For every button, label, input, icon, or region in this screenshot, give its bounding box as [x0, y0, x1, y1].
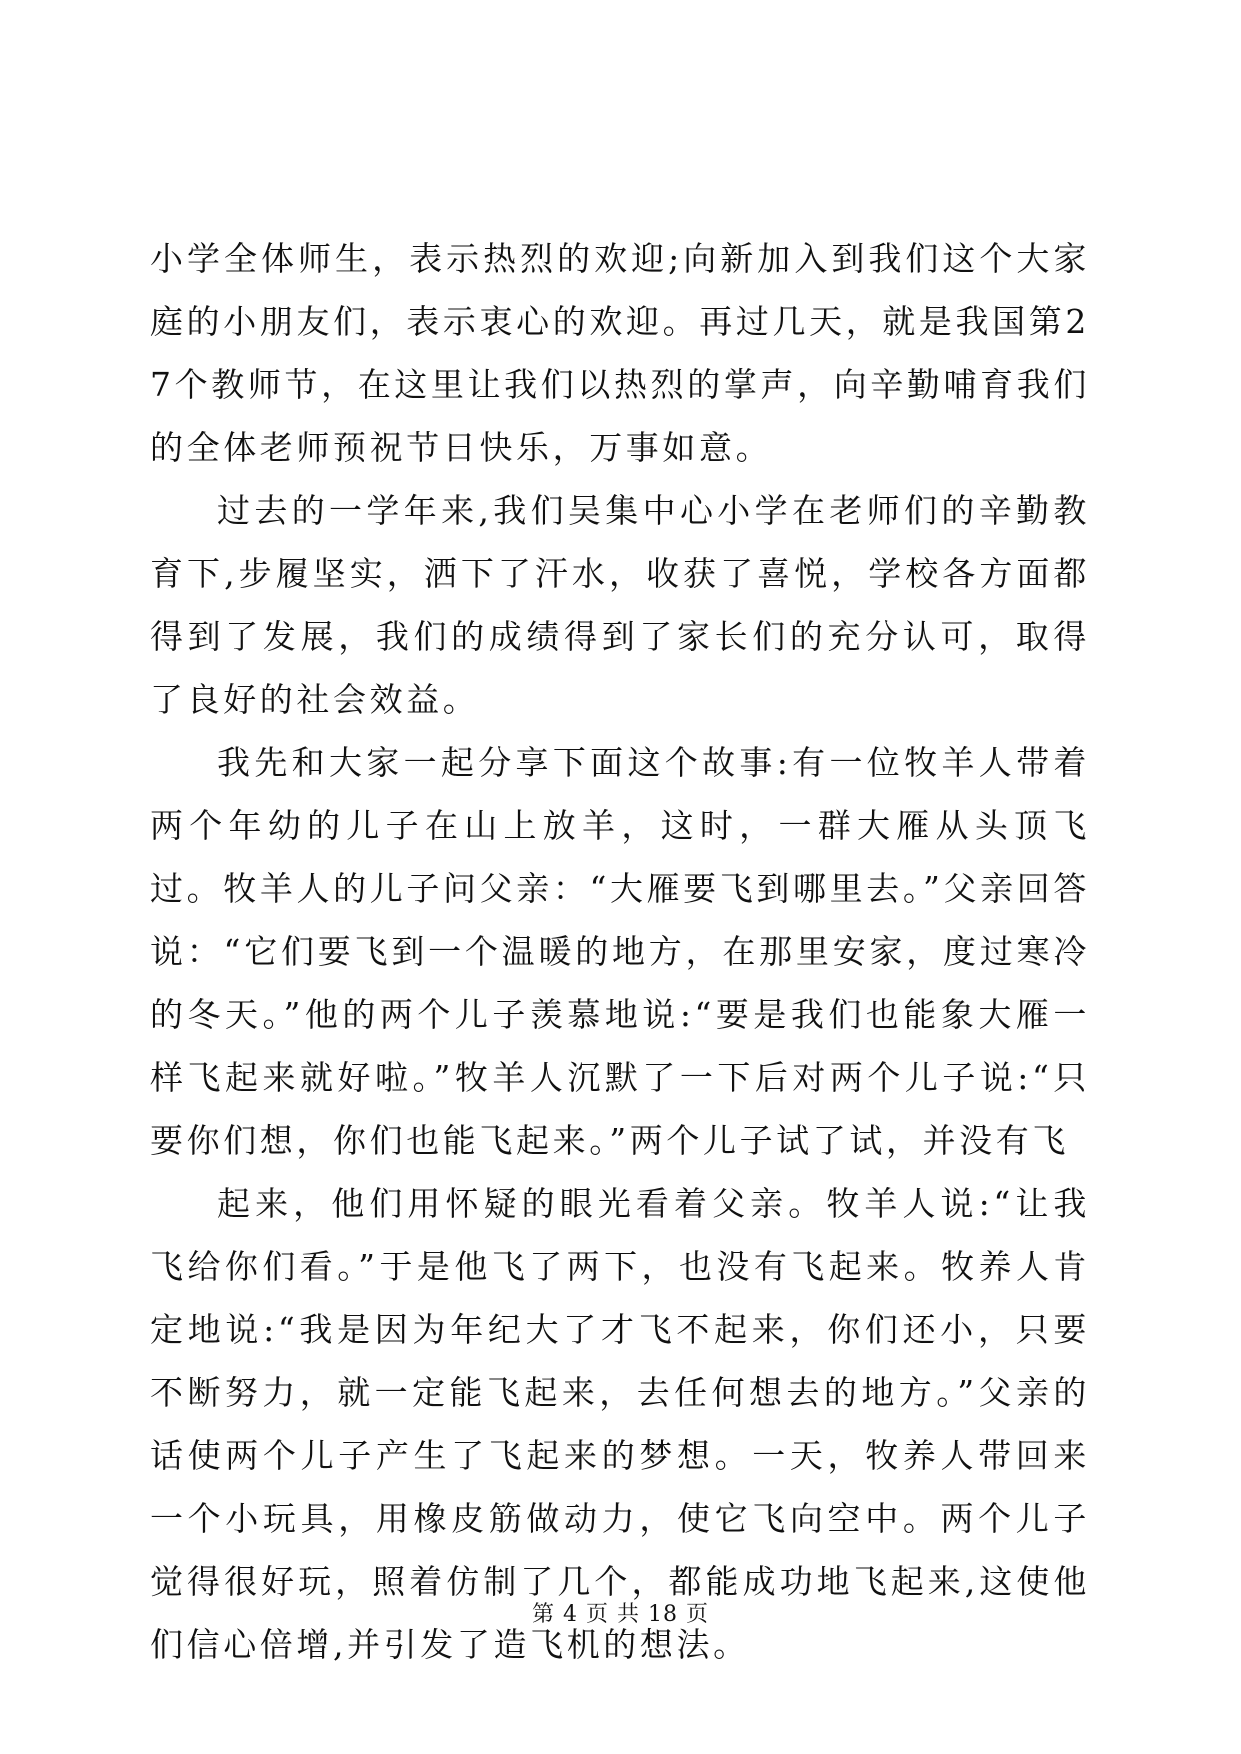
- page-footer: 第 4 页 共 18 页: [532, 1602, 709, 1627]
- paragraph-1: 小学全体师生，表示热烈的欢迎;向新加入到我们这个大家庭的小朋友们，表示衷心的欢迎。再过几天，就是我国第27个教师节，在这里让我们以热烈的掌声，向辛勤哺育我们的全体老师预祝节日快乐，万事如意。: [150, 239, 1090, 467]
- paragraph-2: 过去的一学年来,我们吴集中心小学在老师们的辛勤教育下,步履坚实，洒下了汗水，收获了喜悦，学校各方面都得到了发展，我们的成绩得到了家长们的充分认可，取得了良好的社会效益。: [150, 491, 1090, 719]
- body-text: [150, 227, 1090, 1676]
- paragraph-4: 起来，他们用怀疑的眼光看着父亲。牧羊人说:“让我飞给你们看。”于是他飞了两下，也没有飞起来。牧养人肯定地说:“我是因为年纪大了才飞不起来，你们还小，只要不断努力，就一定能飞起来，去任何想去的地方。”父亲的话使两个儿子产生了飞起来的梦想。一天，牧养人带回来一个小玩具，用橡皮筋做动力，使它飞向空中。两个儿子觉得很好玩，照着仿制了几个，都能成功地飞起来,这使他们信心倍增,并引发了造飞机的想法。: [150, 1184, 1090, 1664]
- paragraph-3: 我先和大家一起分享下面这个故事:有一位牧羊人带着两个年幼的儿子在山上放羊，这时，一群大雁从头顶飞过。牧羊人的儿子问父亲：“大雁要飞到哪里去。”父亲回答说：“它们要飞到一个温暖的地方，在那里安家，度过寒冷的冬天。”他的两个儿子羡慕地说:“要是我们也能象大雁一样飞起来就好啦。”牧羊人沉默了一下后对两个儿子说:“只要你们想，你们也能飞起来。”两个儿子试了试，并没有飞: [150, 743, 1090, 1160]
